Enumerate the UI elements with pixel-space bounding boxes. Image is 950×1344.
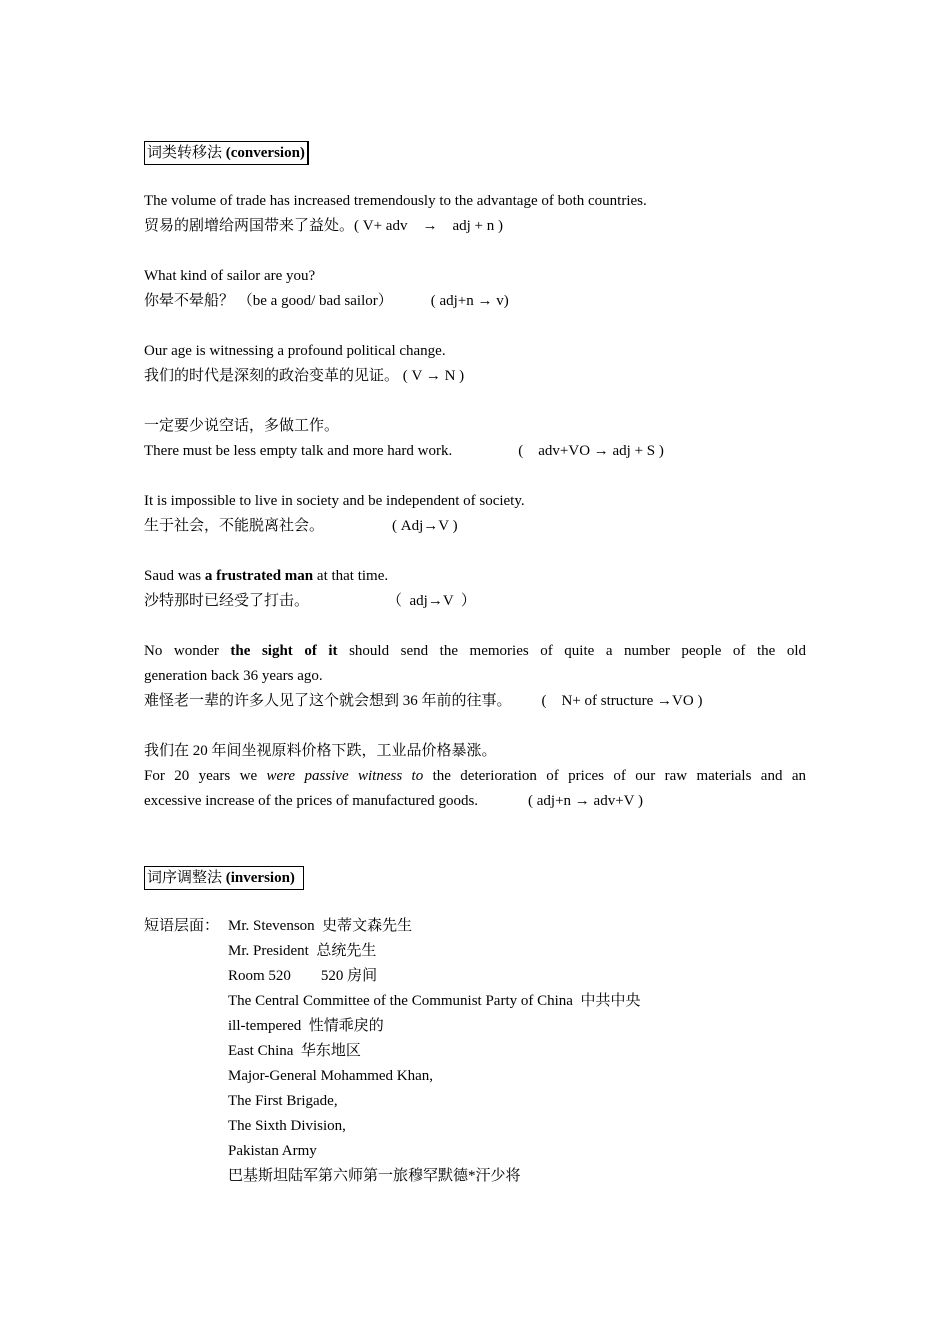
example-5-note: ( Adj→V ) <box>392 518 458 534</box>
heading-box <box>144 866 304 890</box>
example-7-cn: 难怪老一辈的许多人见了这个就会想到 36 年前的往事。 ( N+ of structure →VO ) <box>144 693 703 709</box>
example-8-en-line1: For 20 years we were passive witness to the deterioration of prices of our raw materials and an <box>144 768 806 784</box>
phrase-item: Mr. President 总统先生 <box>228 943 377 959</box>
phrase-item: 短语层面： Mr. Stevenson 史蒂文森先生 <box>144 914 806 939</box>
example-7-bold: the sight of it <box>230 643 338 659</box>
example-1-cn: 贸易的剧增给两国带来了益处。( V+ adv → adj + n ) <box>144 218 503 234</box>
example-2-cn-extra: （be a good/ bad sailor） <box>237 293 393 309</box>
example-5-cn: 生于社会，不能脱离社会。 ( Adj→V ) <box>144 518 458 534</box>
example-3-cn: 我们的时代是深刻的政治变革的见证。 ( V → N ) <box>144 368 465 384</box>
document-page <box>144 139 806 1189</box>
example-1-en: The volume of trade has increased tremendously to the advantage of both countries. <box>144 193 647 209</box>
example-4-cn: 一定要少说空话，多做工作。 <box>144 418 340 434</box>
example-1-note: ( V+ adv → adj + n ) <box>354 218 503 234</box>
example-8-italic: were passive witness to <box>266 768 424 784</box>
phrase-item: The Central Committee of the Communist Party of China 中共中央 <box>228 993 641 1009</box>
section-heading-conversion <box>144 139 806 164</box>
heading-en: (inversion) <box>225 870 295 886</box>
example-6-bold: a frustrated man <box>204 568 314 584</box>
example-7-note: ( N+ of structure →VO ) <box>541 693 703 709</box>
example-4-note: ( adv+VO → adj + S ) <box>518 443 664 459</box>
example-4-en: There must be less empty talk and more hard work. ( adv+VO → adj + S ) <box>144 443 664 459</box>
section-heading-inversion <box>144 864 806 889</box>
example-2-note: ( adj+n → v) <box>430 293 509 309</box>
phrase-item: ill-tempered 性情乖戾的 <box>228 1018 384 1034</box>
phrase-item: East China 华东地区 <box>228 1043 361 1059</box>
example-6-cn: 沙特那时已经受了打击。 （ adj→V ） <box>144 593 476 609</box>
example-3-en: Our age is witnessing a profound political change. <box>144 343 446 359</box>
phrase-item: 巴基斯坦陆军第六师第一旅穆罕默德*汗少将 <box>228 1168 521 1184</box>
example-2-en: What kind of sailor are you? <box>144 268 316 284</box>
heading-cn: 词类转移法 <box>147 145 223 161</box>
example-7-en-line2: generation back 36 years ago. <box>144 668 323 684</box>
example-8-en-line2: excessive increase of the prices of manufactured goods. ( adj+n → adv+V ) <box>144 793 643 809</box>
phrase-item: The First Brigade, <box>228 1093 338 1109</box>
phrase-item: Room 520 520 房间 <box>228 968 378 984</box>
example-6-note: （ adj→V ） <box>387 593 476 609</box>
phrase-label: 短语层面： <box>144 918 220 934</box>
heading-en: (conversion) <box>225 145 305 161</box>
example-3-note: ( V → N ) <box>402 368 465 384</box>
example-8-cn: 我们在 20 年间坐视原料价格下跌，工业品价格暴涨。 <box>144 743 497 759</box>
phrase-item: Major-General Mohammed Khan, <box>228 1068 434 1084</box>
example-5-en: It is impossible to live in society and be independent of society. <box>144 493 525 509</box>
phrase-item: Pakistan Army <box>228 1143 317 1159</box>
heading-box <box>144 141 309 165</box>
example-6-en: Saud was a frustrated man at that time. <box>144 568 389 584</box>
example-8-note: ( adj+n → adv+V ) <box>528 793 643 809</box>
example-2-cn: 你晕不晕船？ （be a good/ bad sailor） ( adj+n → v) <box>144 293 509 309</box>
example-7-en-line1: No wonder the sight of it should send the memories of quite a number people of the old <box>144 643 806 659</box>
phrase-item: The Sixth Division, <box>228 1118 346 1134</box>
heading-cn: 词序调整法 <box>147 870 223 886</box>
